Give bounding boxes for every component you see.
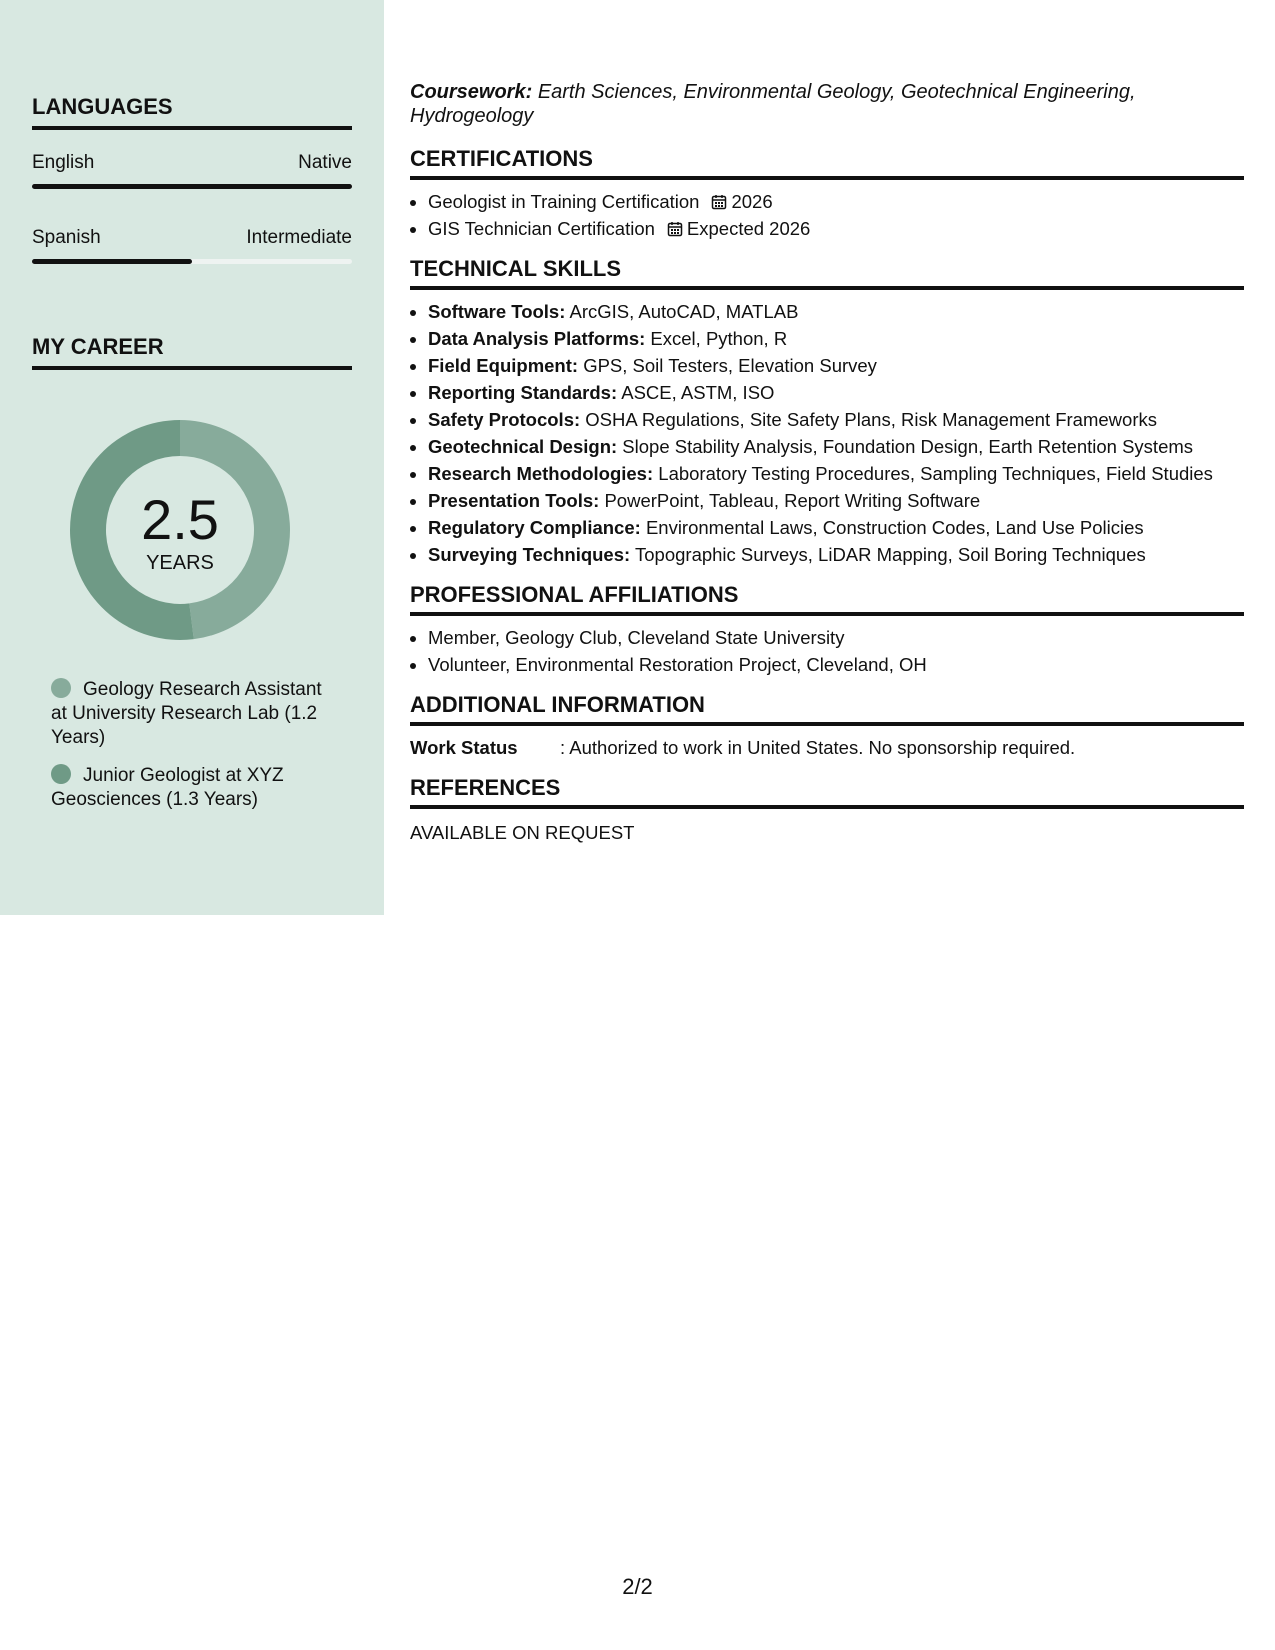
technical-skills-heading: TECHNICAL SKILLS (410, 256, 1244, 290)
legend-item (51, 764, 331, 812)
language-item-english (32, 152, 352, 189)
affiliations-heading: PROFESSIONAL AFFILIATIONS (410, 582, 1244, 616)
skill-value: Laboratory Testing Procedures, Sampling Techniques, Field Studies (658, 463, 1213, 484)
skill-label: Reporting Standards: (428, 382, 618, 403)
skill-item (428, 352, 1244, 379)
sidebar (0, 0, 384, 915)
skill-label: Software Tools: (428, 301, 566, 322)
legend-dot (51, 678, 71, 698)
affiliation-item: • Member, Geology Club, Cleveland State University (428, 624, 1244, 651)
donut-center (66, 416, 294, 644)
page-number: 2/2 (622, 1574, 653, 1599)
career-total-value: 2.5 (141, 487, 219, 551)
languages-section (32, 94, 352, 264)
certification-item (428, 215, 1244, 242)
technical-skills-list (410, 298, 1244, 568)
skill-value: Excel, Python, R (650, 328, 788, 349)
additional-info-heading: ADDITIONAL INFORMATION (410, 692, 1244, 726)
skill-label: Data Analysis Platforms: (428, 328, 646, 349)
skill-item (428, 433, 1244, 460)
legend-item (51, 678, 331, 750)
skill-value: OSHA Regulations, Site Safety Plans, Risk Management Frameworks (585, 409, 1157, 430)
language-bar-track (32, 184, 352, 189)
skill-item (428, 406, 1244, 433)
skill-value: ArcGIS, AutoCAD, MATLAB (569, 301, 799, 322)
skill-item (428, 325, 1244, 352)
certification-item (428, 188, 1244, 215)
certification-name: GIS Technician Certification (428, 218, 655, 239)
certification-date: Expected 2026 (686, 218, 811, 239)
skill-item (428, 298, 1244, 325)
skill-item (428, 514, 1244, 541)
skill-label: Regulatory Compliance: (428, 517, 641, 538)
references-heading: REFERENCES (410, 775, 1244, 809)
skill-value: GPS, Soil Testers, Elevation Survey (583, 355, 877, 376)
language-name: Spanish (32, 227, 101, 248)
language-level: Intermediate (246, 227, 352, 248)
career-section (32, 334, 352, 370)
calendar-icon (711, 194, 727, 210)
skill-value: Slope Stability Analysis, Foundation Design, Earth Retention Systems (622, 436, 1194, 457)
skill-label: Safety Protocols: (428, 409, 581, 430)
language-name: English (32, 152, 95, 173)
work-status-label: Work Status (410, 737, 518, 758)
skill-value: ASCE, ASTM, ISO (621, 382, 775, 403)
career-total-unit: YEARS (146, 551, 214, 574)
work-status-row (410, 734, 1244, 761)
certification-date: 2026 (731, 191, 773, 212)
coursework-label: Coursework: (410, 81, 533, 103)
certifications-heading: CERTIFICATIONS (410, 146, 1244, 180)
legend-dot (51, 764, 71, 784)
certification-name: Geologist in Training Certification (428, 191, 700, 212)
coursework (410, 80, 1244, 128)
languages-heading: LANGUAGES (32, 94, 352, 130)
career-legend (51, 678, 331, 826)
skill-label: Field Equipment: (428, 355, 579, 376)
skill-label: Geotechnical Design: (428, 436, 618, 457)
skill-value: Topographic Surveys, LiDAR Mapping, Soil Boring Techniques (635, 544, 1146, 565)
skill-item (428, 541, 1244, 568)
skill-item (428, 487, 1244, 514)
coursework-text: Earth Sciences, Environmental Geology, Geotechnical Engineering, Hydrogeology (410, 81, 1136, 127)
language-level: Native (298, 152, 352, 173)
career-donut-chart (66, 416, 294, 644)
skill-label: Research Methodologies: (428, 463, 654, 484)
certifications-list (410, 188, 1244, 242)
affiliations-list (410, 624, 1244, 678)
skill-item (428, 460, 1244, 487)
legend-label: Junior Geologist at XYZ Geosciences (1.3 Years) (51, 765, 284, 810)
references-text: AVAILABLE ON REQUEST (410, 822, 635, 843)
language-bar-track (32, 259, 352, 264)
skill-item (428, 379, 1244, 406)
skill-label: Surveying Techniques: (428, 544, 631, 565)
work-status-value: : Authorized to work in United States. No sponsorship required. (560, 737, 1076, 758)
legend-label: Geology Research Assistant at University Research Lab (1.2 Years) (51, 679, 322, 748)
affiliation-item: • Volunteer, Environmental Restoration Project, Cleveland, OH (428, 651, 1244, 678)
calendar-icon (667, 221, 683, 237)
language-item-spanish (32, 227, 352, 264)
main-content (410, 80, 1244, 846)
career-heading: MY CAREER (32, 334, 352, 370)
skill-label: Presentation Tools: (428, 490, 600, 511)
skill-value: Environmental Laws, Construction Codes, Land Use Policies (645, 517, 1144, 538)
language-bar-fill (32, 259, 192, 264)
language-bar-fill (32, 184, 352, 189)
skill-value: PowerPoint, Tableau, Report Writing Software (604, 490, 981, 511)
